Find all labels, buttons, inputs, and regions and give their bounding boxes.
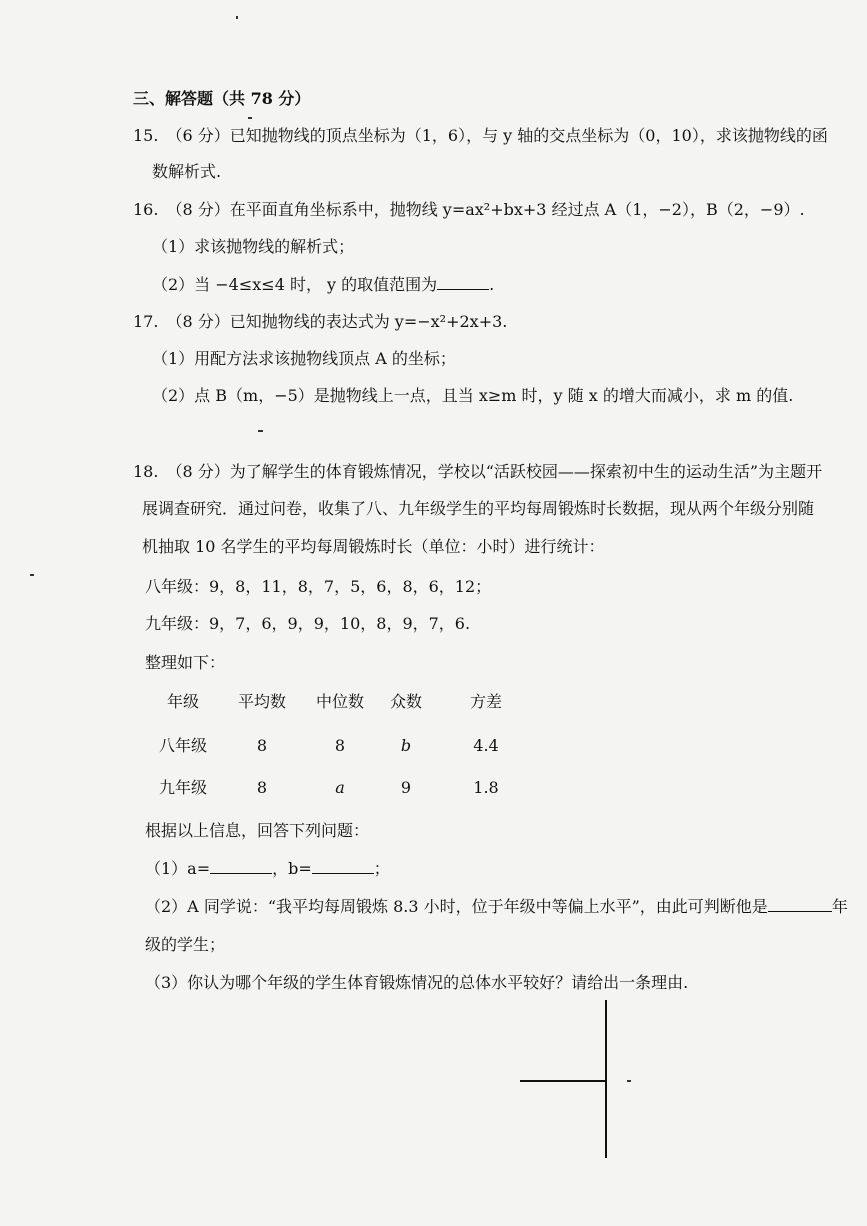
section-title: 三、解答题（共 78 分） <box>133 89 311 108</box>
answer-blank-b[interactable] <box>312 857 374 874</box>
scan-speck <box>236 16 238 19</box>
table-header: 中位数 <box>315 692 364 711</box>
q18-sub2-suffix: 年 <box>831 897 848 916</box>
q18-prompt: 根据以上信息，回答下列问题： <box>145 821 370 840</box>
table-cell: a <box>335 778 345 797</box>
grade9-data: 九年级：9，7，6，9，9，10，8，9，7，6. <box>145 614 471 633</box>
answer-blank-grade[interactable] <box>768 895 832 912</box>
q18-sub1 <box>145 857 390 880</box>
q15-line1: 15. （6 分）已知抛物线的顶点坐标为（1，6），与 y 轴的交点坐标为（0，10），求该抛物线的函 <box>133 126 828 145</box>
q16-sub2 <box>152 273 494 296</box>
organize-label: 整理如下： <box>145 653 226 672</box>
q18-sub1-a: （1）a= <box>145 859 211 878</box>
scan-speck <box>30 574 34 576</box>
table-cell: 4.4 <box>473 736 499 755</box>
table-cell: 8 <box>256 778 268 797</box>
q16-line1: 16. （8 分）在平面直角坐标系中，抛物线 y=ax²+bx+3 经过点 A（1，−2），B（2，−9）. <box>133 200 805 219</box>
grade8-data: 八年级：9，8，11，8，7，5，6，8，6，12； <box>145 577 492 596</box>
q15-line2: 数解析式. <box>152 162 222 181</box>
q16-sub2-prefix: （2）当 −4≤x≤4 时， y 的取值范围为 <box>152 275 438 294</box>
q16-sub1: （1）求该抛物线的解析式； <box>152 237 355 256</box>
table-cell: 9 <box>400 778 412 797</box>
q18-sub3: （3）你认为哪个年级的学生体育锻炼情况的总体水平较好？请给出一条理由. <box>145 973 689 992</box>
scan-speck <box>627 1080 631 1082</box>
q16-sub2-suffix: . <box>489 275 495 294</box>
q18-line3: 机抽取 10 名学生的平均每周锻炼时长（单位：小时）进行统计： <box>142 537 605 556</box>
table-header: 方差 <box>469 692 502 711</box>
q18-sub2 <box>145 895 848 918</box>
q18-line1: 18. （8 分）为了解学生的体育锻炼情况，学校以“活跃校园——探索初中生的运动生活”为主题开 <box>133 462 823 481</box>
scan-speck <box>248 117 252 119</box>
q18-sub1-b: ，b= <box>272 859 312 878</box>
vertical-rule <box>605 1000 607 1158</box>
q17-sub2: （2）点 B（m，−5）是抛物线上一点，且当 x≥m 时，y 随 x 的增大而减小，求 m 的值. <box>152 386 794 405</box>
table-cell: b <box>400 736 412 755</box>
table-cell: 1.8 <box>473 778 499 797</box>
table-cell: 8 <box>256 736 268 755</box>
table-header: 平均数 <box>237 692 286 711</box>
table-header: 年级 <box>166 692 199 711</box>
q17-line1: 17. （8 分）已知抛物线的表达式为 y=−x²+2x+3. <box>133 312 508 331</box>
answer-blank[interactable] <box>437 273 489 290</box>
table-header: 众数 <box>389 692 422 711</box>
q18-sub2-line2: 级的学生； <box>145 935 226 954</box>
q18-sub2-prefix: （2）A 同学说：“我平均每周锻炼 8.3 小时，位于年级中等偏上水平”，由此可判断他是 <box>145 897 768 916</box>
scan-speck <box>258 430 263 432</box>
table-cell: 九年级 <box>158 778 207 797</box>
q17-sub1: （1）用配方法求该抛物线顶点 A 的坐标； <box>152 349 456 368</box>
table-cell: 八年级 <box>158 736 207 755</box>
table-cell: 8 <box>334 736 346 755</box>
q18-sub1-end: ； <box>373 859 390 878</box>
q18-line2: 展调查研究．通过问卷，收集了八、九年级学生的平均每周锻炼时长数据，现从两个年级分别随 <box>142 499 815 518</box>
answer-blank-a[interactable] <box>210 857 272 874</box>
horizontal-rule <box>520 1080 607 1082</box>
